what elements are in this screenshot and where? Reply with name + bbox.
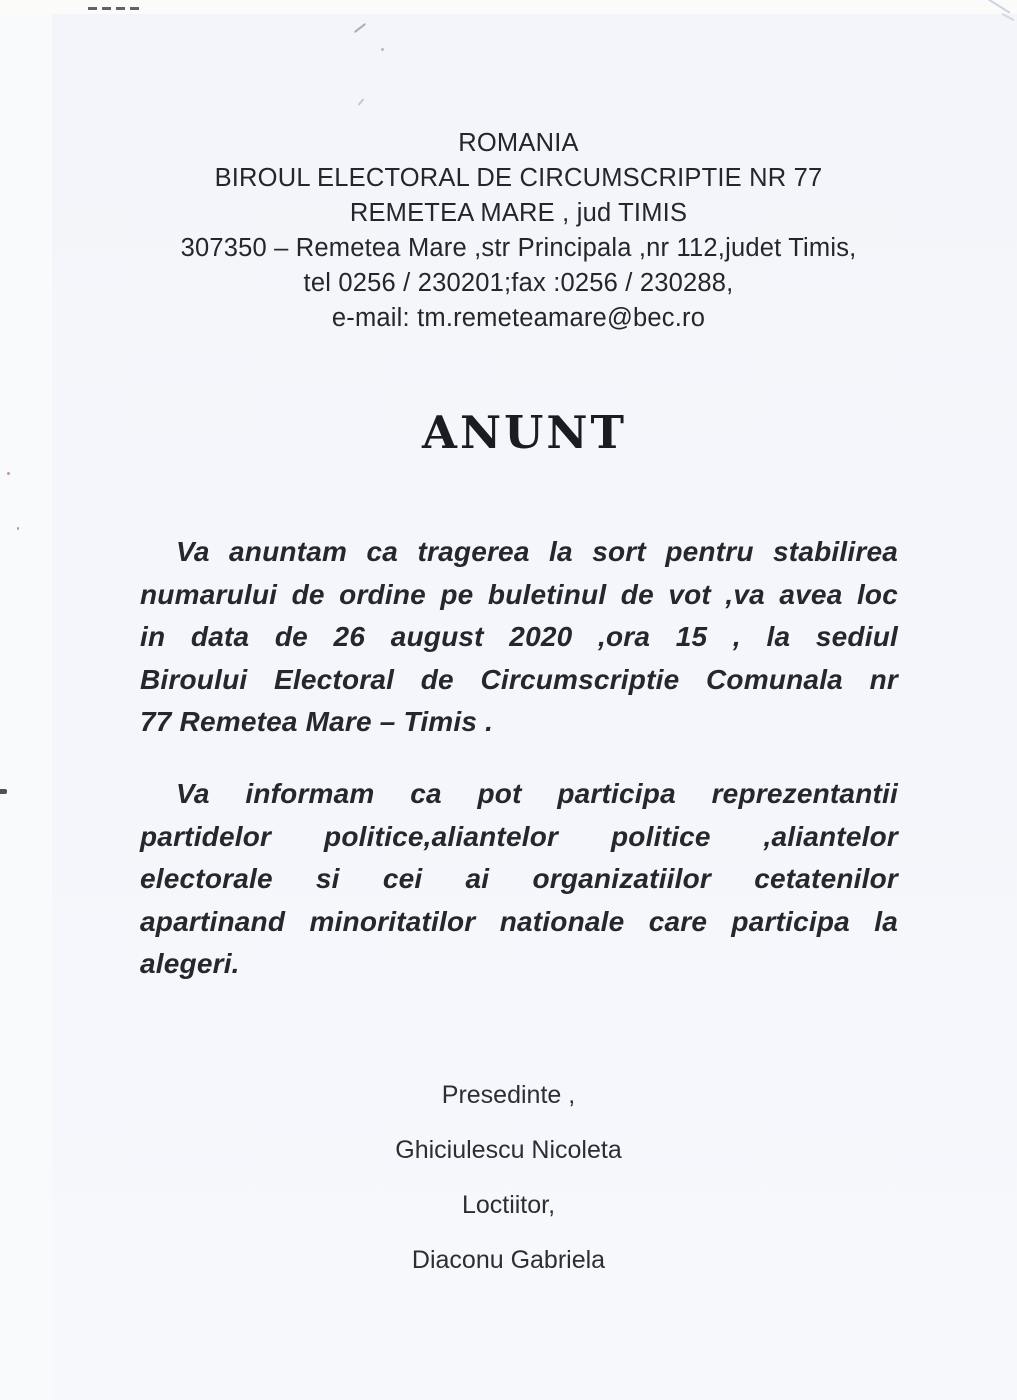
paragraph-line: apartinand minoritatilor nationale care participa la: [140, 905, 898, 937]
scan-top-band: [0, 0, 1017, 14]
signature-line: Diaconu Gabriela: [411, 1246, 606, 1274]
letterhead-line: REMETEA MARE , jud TIMIS: [349, 199, 688, 227]
signature-line: Presedinte ,: [441, 1081, 576, 1109]
document-title: ANUNT: [422, 406, 627, 459]
paragraph-line: alegeri.: [140, 948, 240, 980]
scan-artifact-speck: [17, 527, 19, 530]
scan-artifact-edge-mark: [0, 789, 7, 794]
letterhead-line: 307350 – Remetea Mare ,str Principala ,nr 112,judet Timis,: [180, 234, 857, 262]
paragraph-line: electorale si cei ai organizatiilor cetatenilor: [140, 863, 898, 895]
document-letterhead: [110, 126, 927, 336]
paragraph-line: 77 Remetea Mare – Timis .: [140, 706, 494, 738]
letterhead-line: ROMANIA: [458, 129, 579, 157]
letterhead-line: BIROUL ELECTORAL DE CIRCUMSCRIPTIE NR 77: [214, 164, 823, 192]
announcement-paragraph-2: [140, 773, 898, 986]
paragraph-line: partidelor politice,aliantelor politice ,aliantelor: [140, 820, 898, 852]
paragraph-line: Va anuntam ca tragerea la sort pentru stabilirea: [176, 536, 898, 567]
paragraph-line: numarului de ordine pe buletinul de vot ,va avea loc: [140, 578, 898, 610]
paragraph-line: Va informam ca pot participa reprezentantii: [176, 778, 898, 809]
letterhead-line: tel 0256 / 230201;fax :0256 / 230288,: [303, 269, 734, 297]
scan-artifact-speck: [381, 48, 384, 51]
scan-artifact-speck: [358, 98, 365, 105]
scan-artifact-scratch: [1001, 13, 1014, 21]
signature-block: [0, 1083, 1017, 1303]
scan-artifact-speck: [7, 472, 10, 475]
signature-line: Loctiitor,: [461, 1191, 556, 1219]
paragraph-line: Biroului Electoral de Circumscriptie Comunala nr: [140, 663, 898, 695]
scan-artifact-dash: [88, 7, 140, 10]
scan-artifact-slash: [354, 23, 366, 33]
letterhead-line: e-mail: tm.remeteamare@bec.ro: [331, 304, 706, 332]
announcement-paragraph-1: [140, 531, 898, 744]
paragraph-line: in data de 26 august 2020 ,ora 15 , la sediul: [140, 621, 898, 653]
signature-line: Ghiciulescu Nicoleta: [395, 1136, 622, 1164]
